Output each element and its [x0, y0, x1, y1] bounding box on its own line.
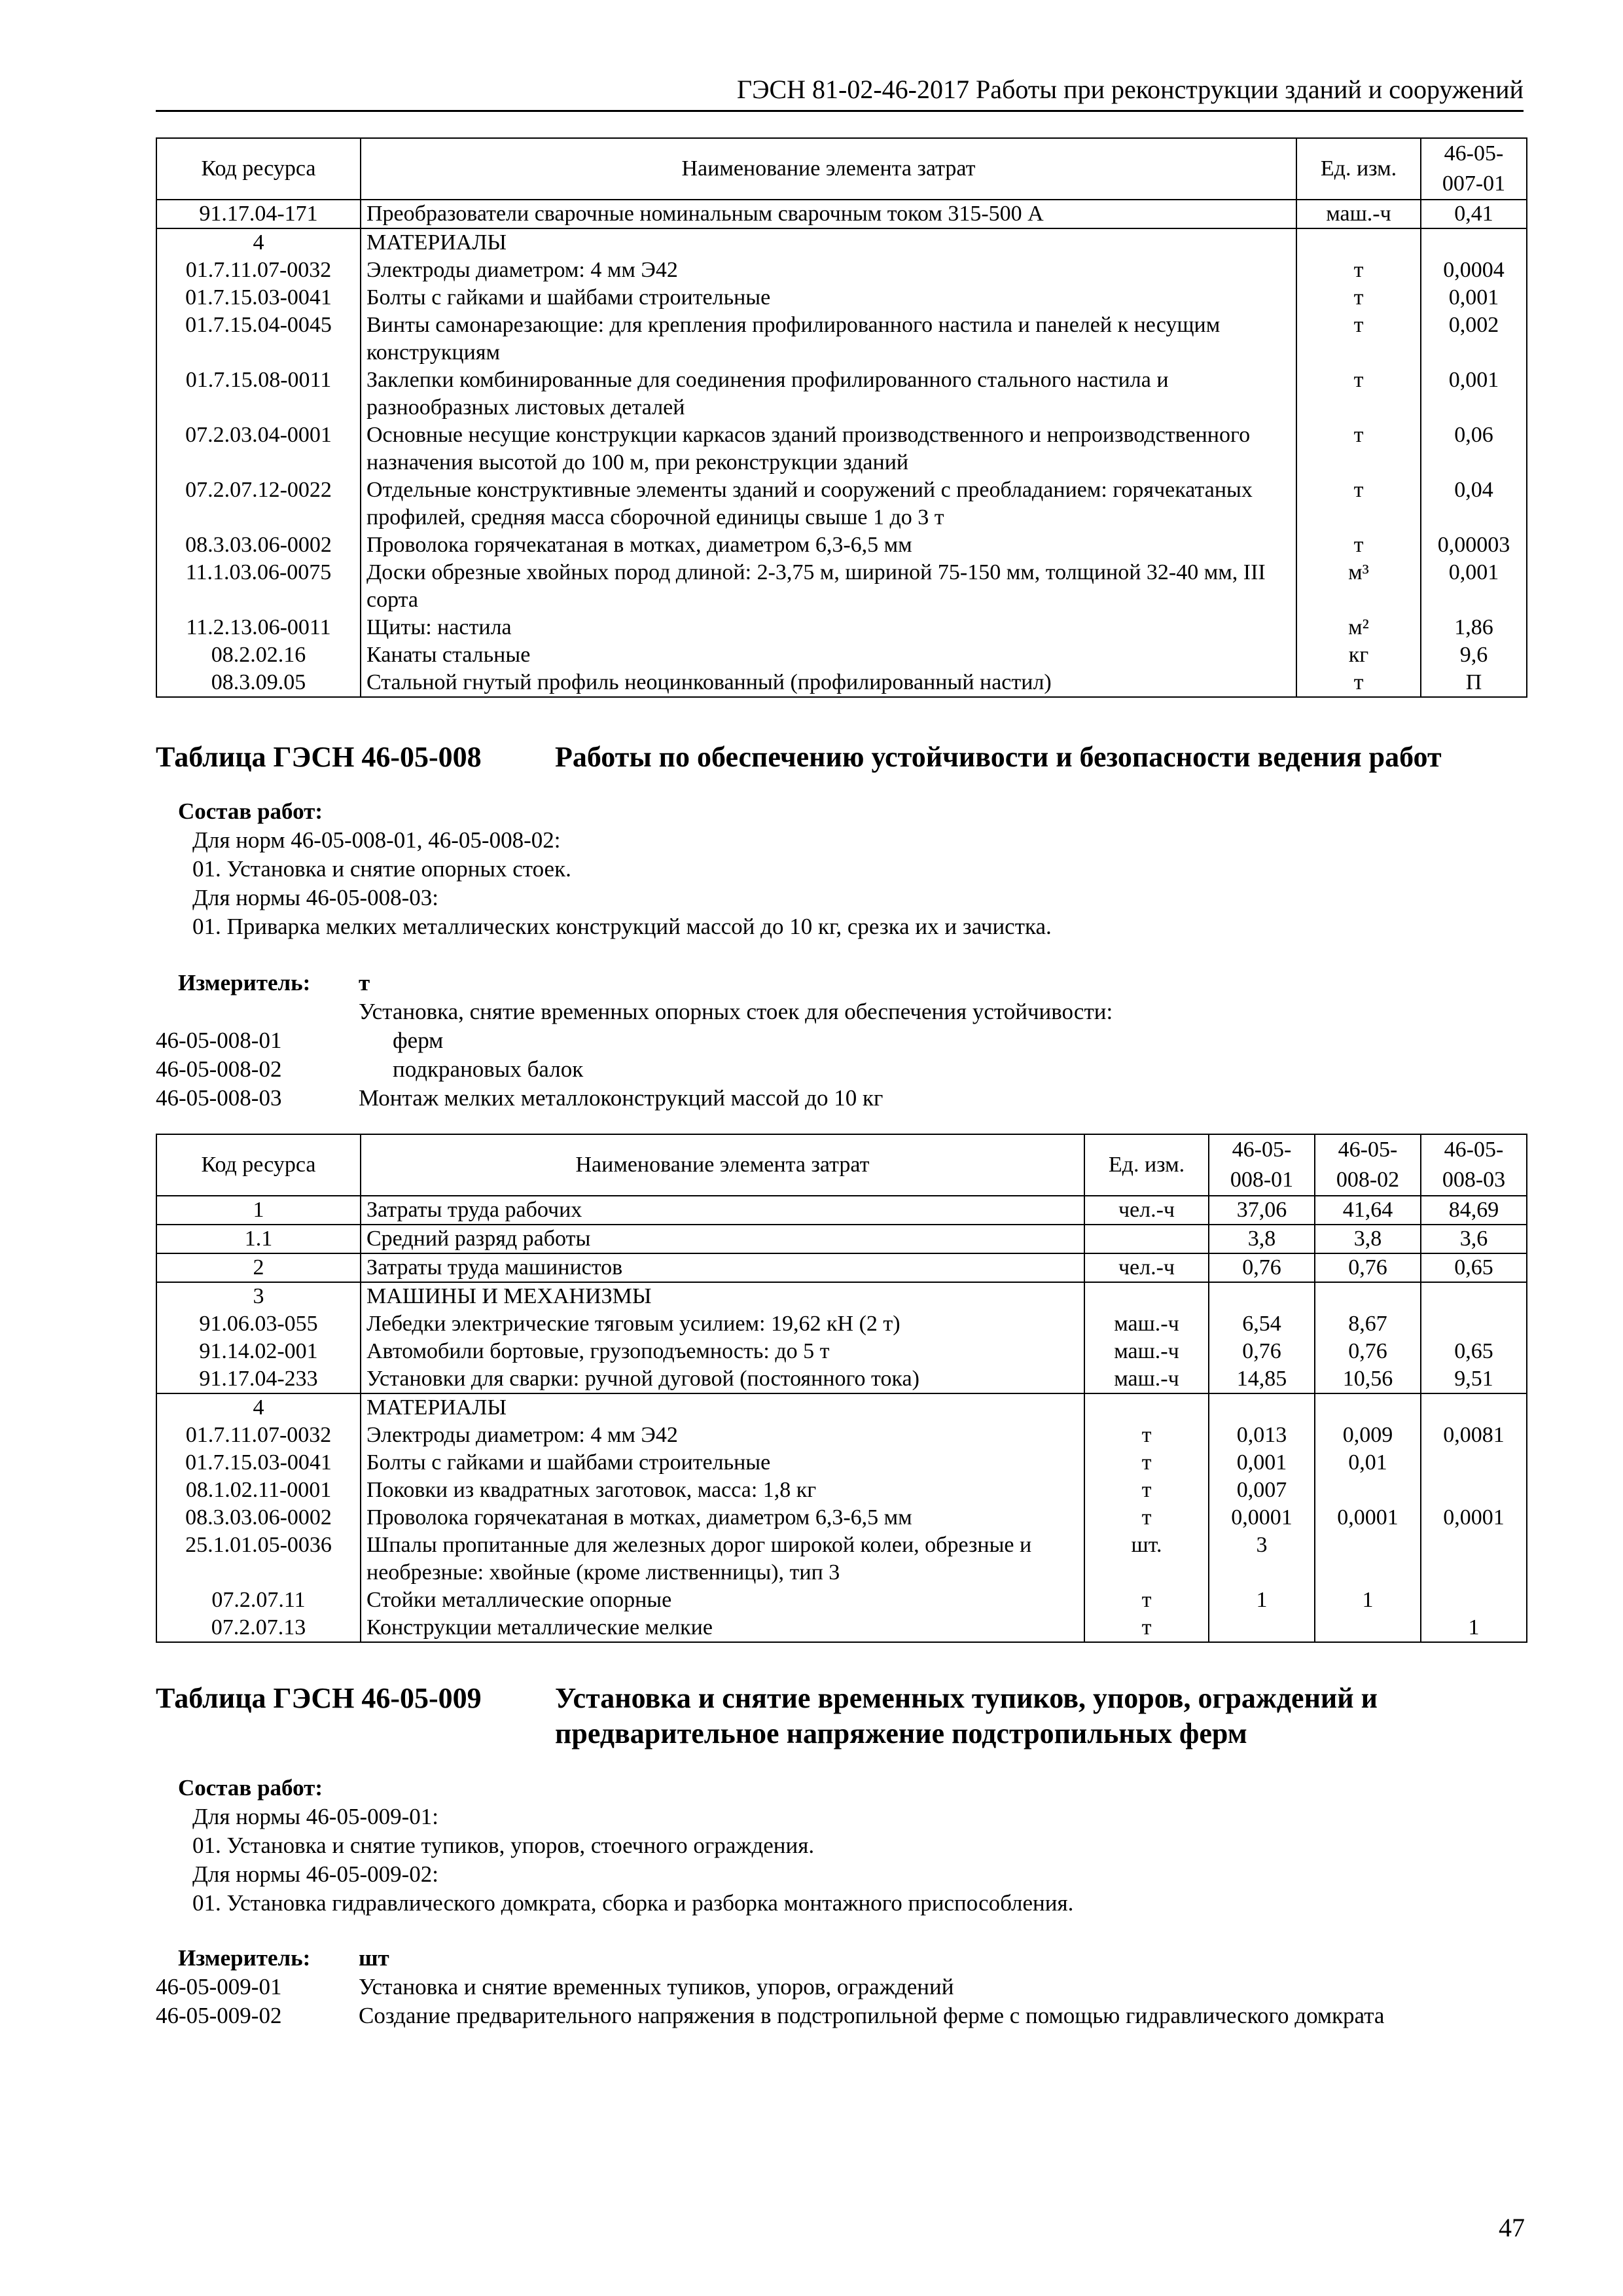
measure-unit: т: [359, 970, 370, 996]
cell-code: 1: [156, 1196, 361, 1225]
table-code: Таблица ГЭСН 46-05-008: [156, 741, 482, 773]
cell-value: 3,8: [1315, 1225, 1421, 1253]
table-row: [156, 1532, 1527, 1587]
cell-value: 0,001: [1421, 559, 1527, 614]
table-row: [156, 367, 1527, 422]
cell-unit: кг: [1296, 641, 1421, 669]
cell-value: [1209, 1393, 1315, 1422]
cell-code: 1.1: [156, 1225, 361, 1253]
cell-value: [1421, 1477, 1527, 1504]
table-row: [156, 531, 1527, 559]
cell-unit: [1084, 1393, 1209, 1422]
cell-unit: маш.-ч: [1084, 1338, 1209, 1365]
measure-label: Измеритель:: [178, 970, 311, 996]
table-row: [156, 1449, 1527, 1477]
work-line: 01. Установка и снятие опорных стоек.: [192, 856, 571, 882]
cell-value: 37,06: [1209, 1196, 1315, 1225]
cell-code: 08.3.03.06-0002: [156, 531, 361, 559]
cell-code: 4: [156, 228, 361, 257]
cell-code: 2: [156, 1253, 361, 1282]
cell-unit: [1084, 1225, 1209, 1253]
cell-unit: т: [1296, 422, 1421, 476]
col-header-code: Код ресурса: [156, 138, 361, 200]
resource-table-46-05-008: [156, 1134, 1527, 1643]
cell-name: Электроды диаметром: 4 мм Э42: [361, 257, 1296, 284]
cell-value: [1315, 1614, 1421, 1642]
measure-label: Измеритель:: [178, 1945, 311, 1971]
cell-code: 08.3.03.06-0002: [156, 1504, 361, 1532]
cell-value: [1421, 1449, 1527, 1477]
norm-code: 46-05-009-01: [156, 1974, 282, 2000]
cell-code: 91.06.03-055: [156, 1310, 361, 1338]
cell-code: 07.2.07.12-0022: [156, 476, 361, 531]
cell-name: Электроды диаметром: 4 мм Э42: [361, 1422, 1084, 1449]
col-header-unit: Ед. изм.: [1296, 138, 1421, 200]
cell-name: Затраты труда машинистов: [361, 1253, 1084, 1282]
cell-name: Болты с гайками и шайбами строительные: [361, 1449, 1084, 1477]
cell-value: 3,8: [1209, 1225, 1315, 1253]
cell-value: [1421, 228, 1527, 257]
cell-name: Поковки из квадратных заготовок, масса: 1,8 кг: [361, 1477, 1084, 1504]
cell-name: Лебедки электрические тяговым усилием: 19,62 кН (2 т): [361, 1310, 1084, 1338]
cell-code: 08.1.02.11-0001: [156, 1477, 361, 1504]
cell-name: Болты с гайками и шайбами строительные: [361, 284, 1296, 312]
cell-value: 0,0004: [1421, 257, 1527, 284]
cell-unit: [1084, 1282, 1209, 1310]
norm-code: 46-05-008-02: [156, 1056, 282, 1082]
norm-code: 46-05-008-03: [156, 1085, 282, 1111]
measure-unit: шт: [359, 1945, 389, 1971]
cell-value: [1315, 1532, 1421, 1587]
table-row: [156, 476, 1527, 531]
cell-value: [1421, 1393, 1527, 1422]
cell-unit: т: [1296, 257, 1421, 284]
table-row: [156, 257, 1527, 284]
col-header-norm-1: 46-05-008-01: [1209, 1134, 1315, 1196]
cell-value: 0,002: [1421, 312, 1527, 367]
cell-unit: т: [1296, 669, 1421, 697]
table-title-46-05-009: [0, 1681, 1623, 1759]
work-line: Для нормы 46-05-008-03:: [192, 885, 438, 910]
cell-code: 08.3.09.05: [156, 669, 361, 697]
cell-unit: маш.-ч: [1084, 1365, 1209, 1393]
cell-value: 41,64: [1315, 1196, 1421, 1225]
table-row: [156, 422, 1527, 476]
work-line: 01. Установка гидравлического домкрата, сборка и разборка монтажного приспособления.: [192, 1890, 1074, 1916]
cell-value: [1421, 1532, 1527, 1587]
cell-value: 0,76: [1315, 1338, 1421, 1365]
table-row: [156, 669, 1527, 697]
table-name: Работы по обеспечению устойчивости и безопасности ведения работ: [555, 741, 1442, 773]
cell-value: 6,54: [1209, 1310, 1315, 1338]
cell-value: 0,65: [1421, 1253, 1527, 1282]
cell-value: 8,67: [1315, 1310, 1421, 1338]
table-row: [156, 1282, 1527, 1310]
cell-unit: т: [1296, 284, 1421, 312]
cell-name: Преобразователи сварочные номинальным сварочным током 315-500 А: [361, 200, 1296, 228]
norm-code: 46-05-008-01: [156, 1028, 282, 1053]
cell-value: [1209, 1614, 1315, 1642]
cell-name: Стальной гнутый профиль неоцинкованный (профилированный настил): [361, 669, 1296, 697]
table-row: [156, 1614, 1527, 1642]
cell-value: 0,01: [1315, 1449, 1421, 1477]
cell-unit: т: [1084, 1422, 1209, 1449]
cell-unit: маш.-ч: [1084, 1310, 1209, 1338]
cell-code: 4: [156, 1393, 361, 1422]
norm-code: 46-05-009-02: [156, 2003, 282, 2028]
cell-unit: т: [1296, 367, 1421, 422]
norm-text: ферм: [393, 1028, 444, 1053]
cell-name: Отдельные конструктивные элементы зданий и сооружений с преобладанием: горячекатаных профилей, средняя масса сборочной единицы свыше 1 до 3 т: [361, 476, 1296, 531]
cell-value: 0,001: [1209, 1449, 1315, 1477]
cell-code: 11.2.13.06-0011: [156, 614, 361, 641]
cell-code: 01.7.15.03-0041: [156, 1449, 361, 1477]
cell-code: 01.7.11.07-0032: [156, 1422, 361, 1449]
cell-name: МАТЕРИАЛЫ: [361, 228, 1296, 257]
page-number: 47: [1499, 2213, 1525, 2242]
cell-value: 0,0081: [1421, 1422, 1527, 1449]
cell-value: 0,00003: [1421, 531, 1527, 559]
cell-value: 1: [1421, 1614, 1527, 1642]
cell-unit: чел.-ч: [1084, 1196, 1209, 1225]
norm-code: [156, 997, 359, 1026]
cell-value: 0,013: [1209, 1422, 1315, 1449]
cell-code: 3: [156, 1282, 361, 1310]
cell-value: [1315, 1393, 1421, 1422]
table-row: [156, 1338, 1527, 1365]
cell-value: 0,41: [1421, 200, 1527, 228]
cell-name: Заклепки комбинированные для соединения профилированного стального настила и разнообразных листовых деталей: [361, 367, 1296, 422]
cell-unit: м²: [1296, 614, 1421, 641]
cell-value: 0,001: [1421, 367, 1527, 422]
cell-code: 11.1.03.06-0075: [156, 559, 361, 614]
cell-value: 0,0001: [1209, 1504, 1315, 1532]
cell-code: 01.7.15.03-0041: [156, 284, 361, 312]
cell-name: МАШИНЫ И МЕХАНИЗМЫ: [361, 1282, 1084, 1310]
cell-name: Щиты: настила: [361, 614, 1296, 641]
col-header-name: Наименование элемента затрат: [361, 138, 1296, 200]
table-name: Установка и снятие временных тупиков, упоров, ограждений и предварительное напряжение подстропильных ферм: [555, 1682, 1378, 1749]
cell-name: Проволока горячекатаная в мотках, диаметром 6,3-6,5 мм: [361, 1504, 1084, 1532]
col-header-norm-2: 46-05-008-02: [1315, 1134, 1421, 1196]
cell-value: 84,69: [1421, 1196, 1527, 1225]
cell-value: 0,76: [1315, 1253, 1421, 1282]
cell-unit: шт.: [1084, 1532, 1209, 1587]
cell-value: [1421, 1587, 1527, 1614]
cell-code: 91.17.04-171: [156, 200, 361, 228]
cell-name: Конструкции металлические мелкие: [361, 1614, 1084, 1642]
table-row: [156, 1225, 1527, 1253]
cell-code: 07.2.03.04-0001: [156, 422, 361, 476]
cell-value: 0,0001: [1315, 1504, 1421, 1532]
work-line: Для нормы 46-05-009-01:: [192, 1804, 438, 1829]
cell-unit: маш.-ч: [1296, 200, 1421, 228]
cell-code: 91.17.04-233: [156, 1365, 361, 1393]
work-line: Для норм 46-05-008-01, 46-05-008-02:: [192, 827, 561, 853]
table-row: [156, 200, 1527, 228]
table-row: [156, 1196, 1527, 1225]
cell-value: 0,06: [1421, 422, 1527, 476]
cell-value: [1421, 1282, 1527, 1310]
measure-block-46-05-008: [156, 969, 1530, 1113]
table-row: [156, 1253, 1527, 1282]
table-row: [156, 614, 1527, 641]
cell-value: 1: [1315, 1587, 1421, 1614]
cell-code: 91.14.02-001: [156, 1338, 361, 1365]
cell-value: 10,56: [1315, 1365, 1421, 1393]
table-row: [156, 1310, 1527, 1338]
cell-value: 9,51: [1421, 1365, 1527, 1393]
cell-value: 9,6: [1421, 641, 1527, 669]
work-line: 01. Установка и снятие тупиков, упоров, стоечного ограждения.: [192, 1833, 815, 1858]
cell-unit: т: [1296, 312, 1421, 367]
norm-text: Установка, снятие временных опорных стоек для обеспечения устойчивости:: [359, 999, 1113, 1024]
cell-value: [1421, 1310, 1527, 1338]
norm-text: Установка и снятие временных тупиков, упоров, ограждений: [359, 1974, 954, 2000]
cell-unit: м³: [1296, 559, 1421, 614]
cell-name: Средний разряд работы: [361, 1225, 1084, 1253]
col-header-unit: Ед. изм.: [1084, 1134, 1209, 1196]
cell-code: 01.7.11.07-0032: [156, 257, 361, 284]
table-code: Таблица ГЭСН 46-05-009: [156, 1682, 482, 1714]
cell-value: 14,85: [1209, 1365, 1315, 1393]
cell-name: Основные несущие конструкции каркасов зданий производственного и непроизводственного назначения высотой до 100 м, при реконструкции зданий: [361, 422, 1296, 476]
measure-block-46-05-009: [156, 1944, 1530, 2030]
table-row: [156, 1477, 1527, 1504]
norm-text: Создание предварительного напряжения в подстропильной ферме с помощью гидравлического домкрата: [359, 2003, 1385, 2028]
col-header-norm-3: 46-05-008-03: [1421, 1134, 1527, 1196]
col-header-name: Наименование элемента затрат: [361, 1134, 1084, 1196]
cell-unit: т: [1084, 1614, 1209, 1642]
table-title-46-05-008: [0, 740, 1623, 779]
col-header-code: Код ресурса: [156, 1134, 361, 1196]
table-row: [156, 1393, 1527, 1422]
cell-name: Стойки металлические опорные: [361, 1587, 1084, 1614]
cell-value: 0,76: [1209, 1338, 1315, 1365]
cell-value: 3,6: [1421, 1225, 1527, 1253]
cell-name: Доски обрезные хвойных пород длиной: 2-3,75 м, шириной 75-150 мм, толщиной 32-40 мм, III сорта: [361, 559, 1296, 614]
cell-name: Затраты труда рабочих: [361, 1196, 1084, 1225]
cell-value: 0,001: [1421, 284, 1527, 312]
cell-unit: [1296, 228, 1421, 257]
cell-value: 0,65: [1421, 1338, 1527, 1365]
cell-value: [1315, 1477, 1421, 1504]
cell-code: 07.2.07.11: [156, 1587, 361, 1614]
cell-unit: т: [1084, 1504, 1209, 1532]
norm-text: подкрановых балок: [393, 1056, 584, 1082]
cell-unit: т: [1084, 1587, 1209, 1614]
work-composition-46-05-008: [178, 797, 1487, 941]
table-row: [156, 1422, 1527, 1449]
work-composition-46-05-009: [178, 1774, 1487, 1918]
work-composition-label: Состав работ:: [178, 1775, 323, 1801]
table-row: [156, 312, 1527, 367]
table-row: [156, 1587, 1527, 1614]
col-header-norm: 46-05-007-01: [1421, 138, 1527, 200]
norm-text: Монтаж мелких металлоконструкций массой до 10 кг: [359, 1085, 883, 1111]
cell-code: 01.7.15.04-0045: [156, 312, 361, 367]
cell-value: 3: [1209, 1532, 1315, 1587]
work-line: Для нормы 46-05-009-02:: [192, 1861, 438, 1887]
cell-name: Установки для сварки: ручной дуговой (постоянного тока): [361, 1365, 1084, 1393]
table-row: [156, 641, 1527, 669]
cell-value: 0,04: [1421, 476, 1527, 531]
cell-value: 0,76: [1209, 1253, 1315, 1282]
cell-unit: чел.-ч: [1084, 1253, 1209, 1282]
cell-name: Автомобили бортовые, грузоподъемность: до 5 т: [361, 1338, 1084, 1365]
table-row: [156, 1365, 1527, 1393]
cell-value: 0,009: [1315, 1422, 1421, 1449]
work-composition-label: Состав работ:: [178, 798, 323, 824]
cell-code: 07.2.07.13: [156, 1614, 361, 1642]
table-row: [156, 1504, 1527, 1532]
cell-value: 0,007: [1209, 1477, 1315, 1504]
cell-code: 01.7.15.08-0011: [156, 367, 361, 422]
cell-unit: т: [1084, 1449, 1209, 1477]
table-row: [156, 284, 1527, 312]
cell-value: 1,86: [1421, 614, 1527, 641]
work-line: 01. Приварка мелких металлических конструкций массой до 10 кг, срезка их и зачистка.: [192, 914, 1052, 939]
cell-name: Шпалы пропитанные для железных дорог широкой колеи, обрезные и необрезные: хвойные (кроме лиственницы), тип 3: [361, 1532, 1084, 1587]
cell-unit: т: [1296, 531, 1421, 559]
cell-name: Проволока горячекатаная в мотках, диаметром 6,3-6,5 мм: [361, 531, 1296, 559]
cell-code: 08.2.02.16: [156, 641, 361, 669]
cell-name: Канаты стальные: [361, 641, 1296, 669]
table-row: [156, 228, 1527, 257]
cell-value: П: [1421, 669, 1527, 697]
running-header: ГЭСН 81-02-46-2017 Работы при реконструкции зданий и сооружений: [156, 72, 1524, 112]
cell-value: 1: [1209, 1587, 1315, 1614]
cell-value: 0,0001: [1421, 1504, 1527, 1532]
cell-value: [1209, 1282, 1315, 1310]
cell-unit: т: [1084, 1477, 1209, 1504]
cell-unit: т: [1296, 476, 1421, 531]
cell-name: МАТЕРИАЛЫ: [361, 1393, 1084, 1422]
cell-code: 25.1.01.05-0036: [156, 1532, 361, 1587]
resource-table-46-05-007: [156, 137, 1527, 698]
cell-name: Винты самонарезающие: для крепления профилированного настила и панелей к несущим конструкциям: [361, 312, 1296, 367]
table-row: [156, 559, 1527, 614]
cell-value: [1315, 1282, 1421, 1310]
